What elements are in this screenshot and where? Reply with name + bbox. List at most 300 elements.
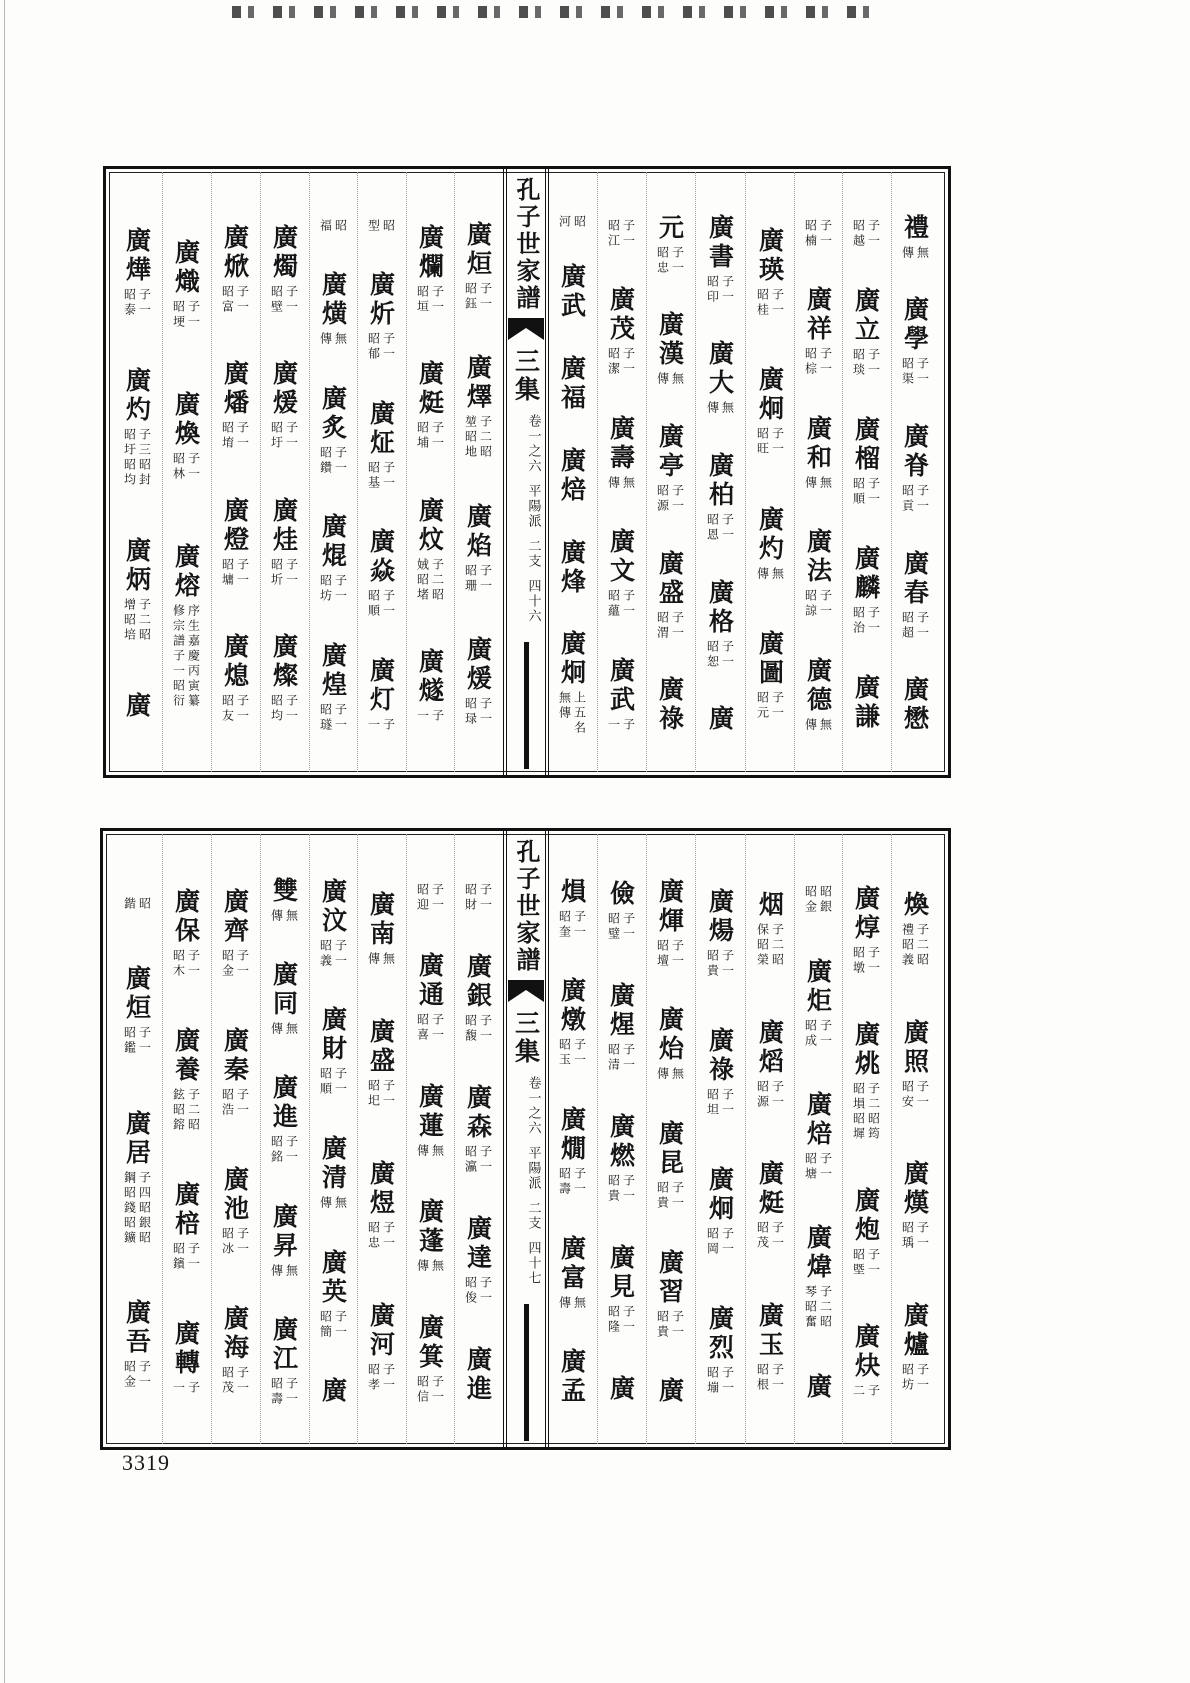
- annotation-line: 子一: [137, 1360, 152, 1391]
- genealogy-entry: [122, 692, 152, 721]
- annotation-line: 子一: [284, 1376, 299, 1407]
- annotation-continuation: [608, 216, 635, 249]
- genealogy-entry: [606, 1375, 636, 1404]
- left-half-column: [113, 178, 161, 770]
- genealogy-entry: [657, 214, 684, 276]
- right-half-column: [891, 178, 939, 770]
- annotation-line: 子: [186, 1381, 201, 1396]
- annotation-line: 無傳: [557, 691, 572, 722]
- double-line-annotation: [173, 452, 200, 482]
- person-name: 廣圖: [755, 630, 785, 689]
- genealogy-entry: [608, 657, 635, 733]
- annotation-line: 子一: [720, 274, 735, 305]
- annotation-line: 昭越: [851, 219, 866, 249]
- annotation-line: 子一: [333, 702, 348, 733]
- genealogy-entry: [757, 891, 784, 968]
- annotation-line: 昭泰: [122, 288, 137, 318]
- annotation-line: 無: [670, 1067, 685, 1083]
- person-name: 廣: [705, 705, 735, 735]
- person-name: 廣盛: [655, 549, 685, 608]
- person-name: 廣燉: [557, 977, 587, 1036]
- annotation-line: 子二昭: [478, 415, 493, 461]
- person-name: 廣懋: [900, 676, 930, 735]
- person-name: 廣進: [269, 1074, 299, 1133]
- person-name: 廣謙: [851, 674, 881, 732]
- annotation-line: 子一: [381, 1221, 396, 1251]
- person-name: 廣炔: [851, 1323, 881, 1381]
- annotation-line: 昭塈: [851, 1248, 866, 1278]
- person-name: 廣烑: [851, 1021, 881, 1079]
- person-name: 廣瑛: [755, 226, 785, 285]
- annotation-line: 子一: [235, 557, 250, 588]
- genealogy-entry: [271, 1316, 298, 1407]
- genealogy-entry: [805, 1224, 832, 1330]
- person-name: 廣居: [122, 1109, 152, 1168]
- annotation-line: 子一: [720, 949, 735, 979]
- annotation-line: 無: [572, 1295, 587, 1311]
- annotation-continuation: [853, 216, 880, 249]
- person-name: 廣烶: [415, 360, 445, 419]
- annotation-line: 昭壽: [269, 1376, 284, 1407]
- annotation-continuation: [320, 216, 347, 234]
- genealogy-entry: [655, 1377, 685, 1407]
- genealogy-entry: [805, 958, 832, 1049]
- person-name: 廣熖: [755, 1018, 785, 1077]
- person-name: 廣盛: [366, 1018, 396, 1076]
- double-line-annotation: [320, 1067, 347, 1097]
- genealogy-entry: [465, 221, 492, 312]
- double-line-annotation: [368, 1079, 395, 1109]
- double-line-annotation: [608, 1174, 635, 1204]
- person-name: 廣江: [269, 1315, 299, 1374]
- annotation-line: 無: [621, 475, 636, 491]
- annotation-line: 無: [333, 332, 348, 347]
- genealogy-entry: [657, 550, 684, 641]
- annotation-line: 河: [557, 214, 572, 230]
- double-line-annotation: [853, 1248, 880, 1278]
- double-line-annotation: [657, 611, 684, 641]
- person-name: 廣文: [606, 528, 636, 586]
- double-line-annotation: [222, 421, 249, 451]
- genealogy-entry: [557, 263, 587, 322]
- double-line-annotation: [417, 709, 444, 724]
- right-half-column: [842, 840, 890, 1444]
- annotation-line: 昭瑀: [900, 1221, 915, 1252]
- person-name: 廣焞: [851, 885, 881, 943]
- annotation-line: 子一: [866, 1248, 881, 1278]
- person-name: 廣同: [269, 961, 299, 1020]
- annotation-line: 子一: [621, 1174, 636, 1204]
- annotation-line: 昭鈺: [463, 281, 478, 312]
- double-line-annotation: [173, 604, 200, 709]
- person-name: 廣燃: [606, 1113, 636, 1171]
- genealogy-entry: [707, 1166, 734, 1257]
- double-line-annotation: [707, 275, 734, 305]
- annotation-line: 昭清: [606, 1043, 621, 1073]
- genealogy-entry: [853, 1021, 880, 1142]
- person-name: 廣熾: [171, 239, 201, 297]
- double-line-annotation: [417, 1144, 444, 1159]
- double-line-annotation: [853, 946, 880, 976]
- genealogy-entry: [124, 367, 151, 488]
- annotation-line: 子一: [572, 909, 587, 940]
- annotation-line: 子一: [381, 332, 396, 362]
- annotation-line: 型: [366, 218, 381, 234]
- annotation-line: 昭順: [366, 589, 381, 619]
- left-half-column: [113, 840, 161, 1444]
- annotation-line: 子一: [333, 1309, 348, 1340]
- genealogy-entry: [320, 1249, 347, 1340]
- annotation-line: 子一: [284, 1135, 299, 1166]
- person-name: 廣煋: [606, 982, 636, 1040]
- annotation-line: 昭茂: [755, 1221, 770, 1252]
- annotation-line: 子一: [720, 639, 735, 670]
- annotation-line: 無: [818, 717, 833, 733]
- person-name: 廣煖: [269, 360, 299, 419]
- person-name: 廣爐: [900, 1302, 930, 1361]
- genealogy-entry: [557, 1348, 587, 1407]
- person-name: 廣祿: [655, 676, 685, 735]
- double-line-annotation: [271, 421, 298, 451]
- page-number: 3319: [122, 1450, 170, 1475]
- genealogy-entry: [124, 227, 151, 318]
- annotation-line: 子二昭: [818, 1285, 833, 1331]
- annotation-line: 昭圩昭均: [122, 428, 137, 488]
- annotation-line: 子二昭筠: [866, 1082, 881, 1142]
- annotation-line: 昭奎: [557, 909, 572, 940]
- annotation-line: 昭岡: [705, 1227, 720, 1257]
- double-line-annotation: [608, 1043, 635, 1073]
- double-line-annotation: [271, 1022, 298, 1037]
- annotation-line: 子一: [770, 1221, 785, 1252]
- left-half-column: [357, 840, 405, 1444]
- volume-label: 卷一之六: [525, 414, 541, 474]
- annotation-line: 子一: [572, 1166, 587, 1197]
- double-line-annotation: [173, 1088, 200, 1133]
- person-name: 廣齊: [220, 888, 250, 946]
- annotation-line: 傳: [366, 952, 381, 967]
- person-name: 廣孟: [557, 1348, 587, 1407]
- annotation-line: 昭璧: [606, 912, 621, 942]
- right-half-column: [548, 840, 596, 1444]
- double-line-annotation: [124, 1171, 151, 1246]
- person-name: 廣漢: [655, 311, 685, 370]
- genealogy-entry: [851, 674, 881, 732]
- double-line-annotation: [465, 282, 492, 312]
- annotation-line: 無: [818, 475, 833, 491]
- person-name: 廣蓮: [415, 1082, 445, 1141]
- person-name: 廣格: [705, 578, 735, 637]
- genealogy-entry: [657, 1120, 684, 1211]
- annotation-line: 子二昭: [915, 922, 930, 968]
- genealogy-entry: [853, 416, 880, 507]
- annotation-line: 子一: [137, 288, 152, 318]
- person-name: 廣爛: [415, 223, 445, 282]
- annotation-line: 琴昭奮: [803, 1285, 818, 1331]
- double-line-annotation: [657, 372, 684, 387]
- left-half-column: [406, 178, 454, 770]
- double-line-annotation: [657, 484, 684, 514]
- person-name: 廣玉: [755, 1302, 785, 1361]
- annotation-line: 子一: [770, 427, 785, 458]
- annotation-line: 子一: [720, 1366, 735, 1396]
- person-name: 廣煜: [366, 1160, 396, 1218]
- person-name: 廣熄: [220, 633, 250, 692]
- double-line-annotation: [417, 1013, 444, 1043]
- double-line-annotation: [222, 1227, 249, 1257]
- double-line-annotation: [853, 348, 880, 378]
- annotation-line: 一: [415, 709, 430, 725]
- person-name: 廣養: [171, 1027, 201, 1085]
- annotation-line: 子一: [284, 557, 299, 588]
- double-line-annotation: [805, 718, 832, 733]
- annotation-line: 傳: [755, 566, 770, 582]
- genealogy-entry: [368, 891, 395, 967]
- genealogy-entry: [805, 1091, 832, 1182]
- annotation-line: 子一: [621, 1305, 636, 1335]
- annotation-line: 昭貴: [606, 1174, 621, 1204]
- annotation-line: 子一: [866, 477, 881, 507]
- annotation-line: 傳: [415, 1143, 430, 1159]
- genealogy-entry: [320, 513, 347, 604]
- annotation-line: 昭源: [755, 1079, 770, 1110]
- double-line-annotation: [757, 1080, 784, 1110]
- annotation-line: 昭富: [220, 284, 235, 315]
- genealogy-entry: [222, 497, 249, 588]
- annotation-line: 昭浩: [220, 1088, 235, 1118]
- genealogy-entry: [173, 543, 200, 709]
- genealogy-entry: [320, 271, 347, 347]
- annotation-line: 傳: [900, 245, 915, 261]
- right-half-column: [794, 178, 842, 770]
- annotation-line: 昭貢: [900, 483, 915, 514]
- double-line-annotation: [902, 246, 929, 261]
- person-name: 廣炬: [803, 957, 833, 1016]
- annotation-line: 傳: [803, 717, 818, 733]
- double-line-annotation: [805, 1019, 832, 1049]
- right-half-column: [696, 840, 744, 1444]
- annotation-line: 鍇: [122, 896, 137, 912]
- person-name: 廣池: [220, 1166, 250, 1224]
- annotation-line: 子一: [430, 284, 445, 315]
- annotation-line: 子一: [333, 445, 348, 476]
- double-line-annotation: [320, 939, 347, 969]
- genealogy-entry: [853, 287, 880, 378]
- genealogy-entry: [222, 888, 249, 979]
- annotation-line: 子一: [866, 946, 881, 976]
- genealogy-entry: [608, 982, 635, 1073]
- annotation-line: 傳: [415, 1259, 430, 1274]
- genealogy-entry: [707, 214, 734, 305]
- annotation-line: 福: [318, 218, 333, 234]
- annotation-line: 子一: [915, 1363, 930, 1394]
- person-name: 廣祥: [803, 286, 833, 344]
- leaf-center-column: [503, 831, 549, 1447]
- genealogy-entry: [465, 1084, 492, 1175]
- genealogy-entry: [559, 1235, 586, 1311]
- person-name: 廣熯: [900, 1160, 930, 1219]
- genealogy-entry: [271, 497, 298, 588]
- genealogy-entry: [124, 1110, 151, 1246]
- double-line-annotation: [320, 332, 347, 347]
- annotation-line: 子一: [478, 281, 493, 312]
- annotation-line: 傳: [655, 372, 670, 388]
- double-line-annotation: [465, 415, 492, 460]
- annotation-line: 昭俊: [463, 1276, 478, 1306]
- annotation-continuation: [368, 216, 395, 234]
- annotation-line: 無: [430, 1143, 445, 1159]
- person-name: 廣照: [900, 1018, 930, 1077]
- annotation-line: 昭諒: [803, 589, 818, 619]
- annotation-line: 子一: [866, 219, 881, 249]
- person-name: 廣燔: [220, 360, 250, 419]
- annotation-line: 昭順: [318, 1067, 333, 1098]
- double-line-annotation: [805, 1152, 832, 1182]
- genealogy-entry: [608, 528, 635, 619]
- annotation-line: 昭貴: [655, 1309, 670, 1340]
- annotation-line: 子二昭: [430, 557, 445, 603]
- annotation-line: 昭木: [171, 949, 186, 979]
- genealogy-entry: [853, 1323, 880, 1399]
- right-half-column: [548, 178, 596, 770]
- annotation-line: 子一: [818, 1018, 833, 1049]
- annotation-line: 子一: [186, 300, 201, 330]
- annotation-line: 昭珊: [463, 563, 478, 594]
- double-line-annotation: [559, 215, 586, 230]
- genealogy-entry: [417, 1314, 444, 1405]
- genealogy-entry: [417, 648, 444, 724]
- center-black-rule: [524, 1304, 529, 1441]
- genealogy-entry: [417, 952, 444, 1043]
- double-line-annotation: [271, 285, 298, 315]
- double-line-annotation: [805, 219, 832, 249]
- person-name: 廣立: [851, 287, 881, 345]
- annotation-line: 子一: [866, 606, 881, 636]
- person-name: 廣炯: [755, 366, 785, 425]
- annotation-line: 子一: [670, 610, 685, 641]
- annotation-line: 昭埔: [415, 421, 430, 452]
- annotation-line: 子一: [284, 421, 299, 452]
- double-line-annotation: [559, 1167, 586, 1197]
- genealogy-entry: [757, 630, 784, 721]
- annotation-line: 昭: [572, 214, 587, 230]
- person-name: 廣: [803, 1372, 833, 1402]
- annotation-line: 昭: [381, 218, 396, 234]
- annotation-line: 昭林: [171, 452, 186, 482]
- person-name: 廣銀: [463, 953, 493, 1011]
- right-half-column: [646, 178, 694, 770]
- annotation-line: 無: [430, 1259, 445, 1274]
- double-line-annotation: [320, 1196, 347, 1211]
- person-name: 廣炳: [122, 537, 152, 595]
- annotation-line: 無: [333, 1195, 348, 1211]
- double-line-annotation: [707, 1366, 734, 1396]
- annotation-line: 子一: [915, 1221, 930, 1252]
- double-line-annotation: [222, 694, 249, 724]
- double-line-annotation: [368, 332, 395, 362]
- double-line-annotation: [320, 703, 347, 733]
- annotation-line: 子一: [430, 421, 445, 452]
- genealogy-entry: [173, 391, 200, 482]
- double-line-annotation: [222, 285, 249, 315]
- genealogy-entry: [271, 877, 298, 924]
- person-name: 廣武: [557, 263, 587, 322]
- right-half-column: [597, 840, 645, 1444]
- annotation-line: 昭根: [755, 1363, 770, 1394]
- annotation-line: 子一: [670, 483, 685, 514]
- annotation-line: 娀昭堵: [415, 557, 430, 603]
- annotation-line: 昭鑽: [318, 445, 333, 476]
- annotation-line: 子一: [621, 347, 636, 377]
- person-name: 廣英: [318, 1248, 348, 1307]
- book-title: 孔子世家譜: [512, 177, 541, 312]
- double-line-annotation: [368, 1221, 395, 1251]
- annotation-line: 子三昭封: [137, 428, 152, 488]
- annotation-line: 子一: [572, 1038, 587, 1069]
- annotation-line: 昭郁: [366, 332, 381, 362]
- annotation-line: 昭貴: [705, 949, 720, 979]
- center-black-rule: [524, 642, 529, 769]
- annotation-line: 昭印: [705, 274, 720, 305]
- person-name: 廣煖: [463, 636, 493, 695]
- annotation-line: 鋼昭錢昭鑛: [122, 1170, 137, 1246]
- person-name: 廣柏: [705, 451, 735, 510]
- double-line-annotation: [368, 219, 395, 234]
- genealogy-entry: [757, 1019, 784, 1110]
- genealogy-entry: [559, 1106, 586, 1197]
- annotation-line: 昭琭: [463, 697, 478, 728]
- person-name: 廣煇: [655, 877, 685, 936]
- person-name: 廣榴: [851, 416, 881, 474]
- annotation-line: 子一: [137, 1026, 152, 1057]
- double-line-annotation: [559, 1038, 586, 1068]
- double-line-annotation: [417, 285, 444, 315]
- annotation-line: 子一: [915, 483, 930, 514]
- genealogy-entry: [853, 885, 880, 976]
- double-line-annotation: [271, 909, 298, 924]
- double-line-annotation: [657, 246, 684, 276]
- double-line-annotation: [902, 1363, 929, 1393]
- annotation-line: 子一: [235, 1088, 250, 1118]
- person-name: 廣昇: [269, 1202, 299, 1261]
- annotation-line: 昭安: [900, 1079, 915, 1110]
- double-line-annotation: [608, 219, 635, 249]
- genealogy-entry: [657, 311, 684, 387]
- annotation-line: 昭堉: [220, 421, 235, 452]
- person-name: 廣煒: [803, 1224, 833, 1283]
- genealogy-entry: [173, 1181, 200, 1272]
- annotation-line: 昭潔: [606, 347, 621, 377]
- left-half-column: [260, 840, 308, 1444]
- double-line-annotation: [222, 949, 249, 979]
- annotation-line: 一: [366, 717, 381, 733]
- annotation-line: 昭鑌: [171, 1242, 186, 1272]
- left-half-column: [162, 840, 210, 1444]
- annotation-line: 子一: [478, 1014, 493, 1044]
- person-name: 廣焰: [463, 502, 493, 561]
- person-name: 禮: [900, 213, 930, 243]
- person-name: 廣灼: [122, 367, 152, 425]
- annotation-line: 子一: [770, 1363, 785, 1394]
- genealogy-entry: [757, 227, 784, 318]
- person-name: 廣麟: [851, 545, 881, 603]
- annotation-line: 傳: [557, 1295, 572, 1311]
- person-name: 廣焜: [318, 513, 348, 571]
- double-line-annotation: [320, 446, 347, 476]
- double-line-annotation: [902, 1221, 929, 1251]
- person-name: 廣通: [415, 952, 445, 1010]
- annotation-line: 昭金: [803, 885, 818, 916]
